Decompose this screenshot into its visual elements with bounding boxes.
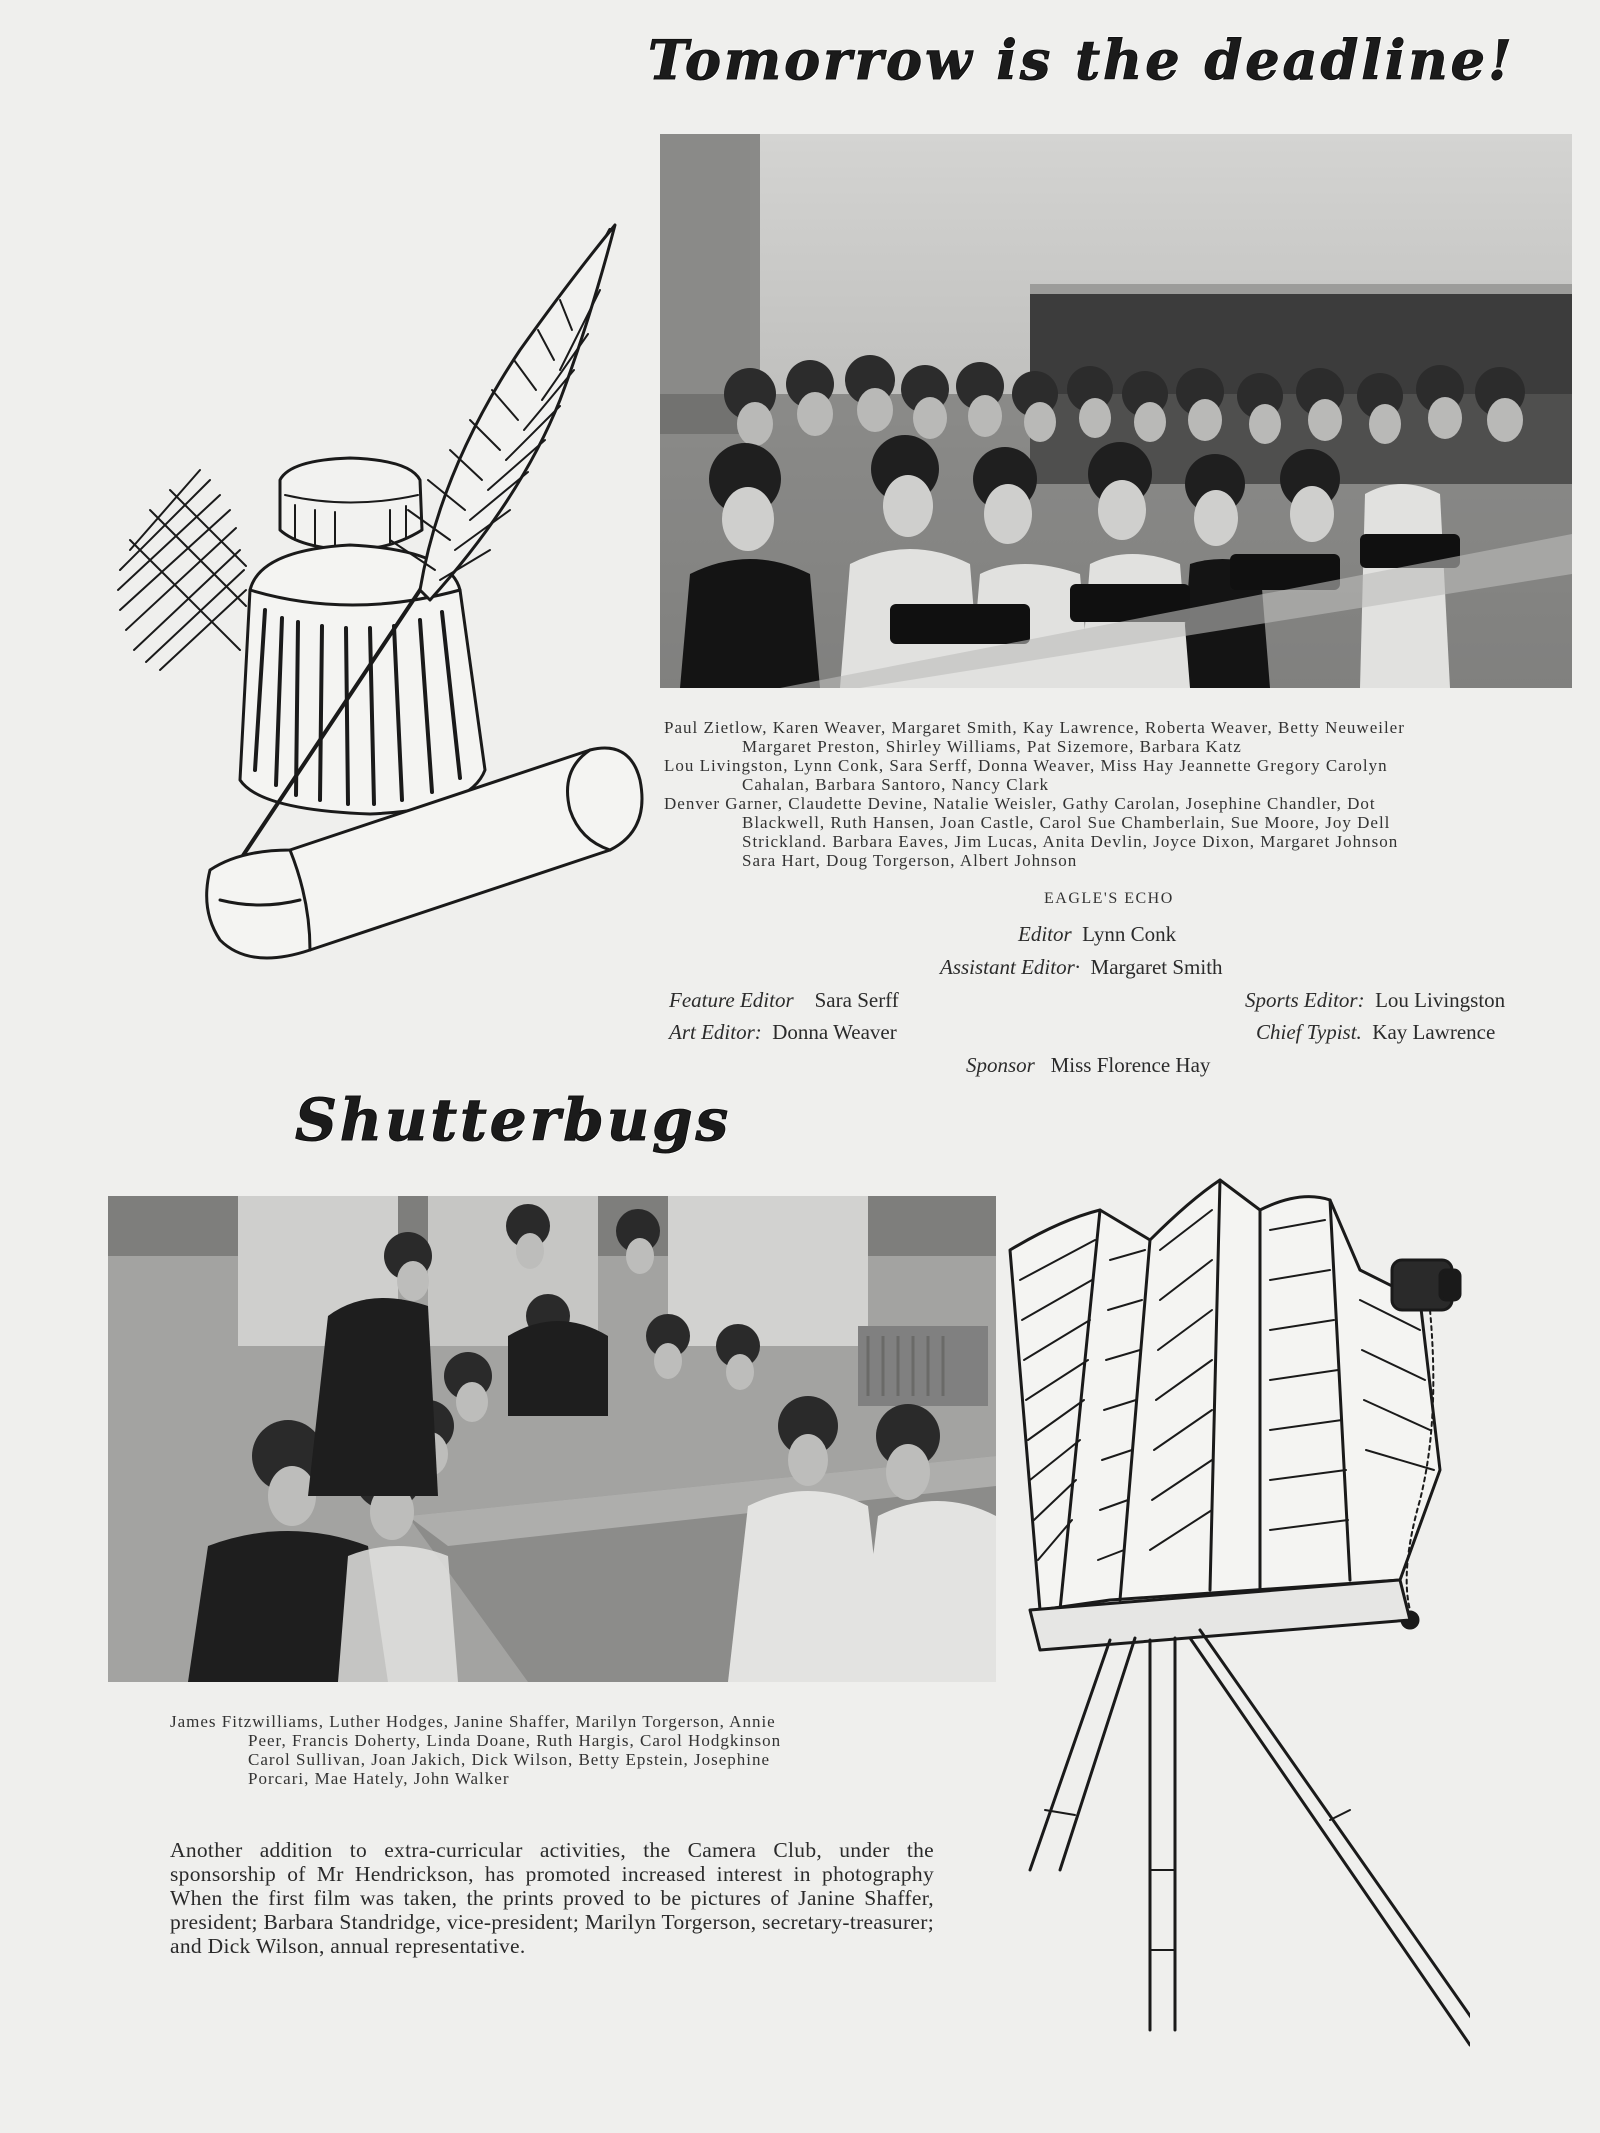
bleed-through-text <box>112 1090 123 1141</box>
staff-role: Feature Editor <box>669 988 794 1012</box>
camera-club-paragraph: Another addition to extra-curricular activities, the Camera Club, under the sponsorship of Mr Hendrickson, has promoted increased interest in photography When the first film was taken, the prints proved to be pictures of Janine Shaffer, president; Barbara Standridge, vice-president; Marilyn Torgerson, secretary-treasurer; and Dick Wilson, annual representative. <box>170 1838 934 1958</box>
camera-photo-scene <box>108 1196 996 1682</box>
staff-name: Margaret Smith <box>1090 955 1223 979</box>
staff-name: Miss Florence Hay <box>1050 1053 1211 1077</box>
caption-line: Margaret Preston, Shirley Williams, Pat Sizemore, Barbara Katz <box>742 737 1242 756</box>
caption-line: Paul Zietlow, Karen Weaver, Margaret Smith, Kay Lawrence, Roberta Weaver, Betty Neuweiler <box>664 718 1405 737</box>
staff-name: Lynn Conk <box>1082 922 1177 946</box>
newspaper-staff-photo <box>660 134 1572 688</box>
staff-role: Sports Editor: <box>1245 988 1365 1012</box>
staff-name: Donna Weaver <box>772 1020 897 1044</box>
staff-chief-typist <box>1256 1020 1495 1045</box>
caption-line: Carol Sullivan, Joan Jakich, Dick Wilson, Betty Epstein, Josephine <box>248 1750 771 1769</box>
caption-line: Lou Livingston, Lynn Conk, Sara Serff, Donna Weaver, Miss Hay Jeannette Gregory Carolyn <box>664 756 1388 775</box>
staff-sponsor <box>966 1053 1210 1078</box>
staff-name: Sara Serff <box>814 988 899 1012</box>
staff-role: Sponsor <box>966 1053 1035 1077</box>
headline-shutterbugs: Shutterbugs <box>295 1086 732 1154</box>
caption-line: Blackwell, Ruth Hansen, Joan Castle, Carol Sue Chamberlain, Sue Moore, Joy Dell <box>742 813 1391 832</box>
caption-line: Denver Garner, Claudette Devine, Natalie Weisler, Gathy Carolan, Josephine Chandler, Dot <box>664 794 1376 813</box>
staff-art-editor <box>669 1020 897 1045</box>
headline-deadline: Tomorrow is the deadline! <box>648 28 1515 92</box>
staff-role: Editor <box>1018 922 1072 946</box>
caption-line: James Fitzwilliams, Luther Hodges, Janine Shaffer, Marilyn Torgerson, Annie <box>170 1712 776 1731</box>
staff-title: EAGLE'S ECHO <box>1044 890 1174 907</box>
staff-name: Lou Livingston <box>1375 988 1506 1012</box>
ink-bottle-quill-illustration <box>90 210 650 970</box>
caption-line: Strickland. Barbara Eaves, Jim Lucas, Anita Devlin, Joyce Dixon, Margaret Johnson <box>742 832 1399 851</box>
caption-line: Peer, Francis Doherty, Linda Doane, Ruth Hargis, Carol Hodgkinson <box>248 1731 782 1750</box>
camera-club-caption <box>170 1712 936 1788</box>
staff-feature-editor <box>669 988 899 1013</box>
caption-line: Sara Hart, Doug Torgerson, Albert Johnson <box>742 851 1078 870</box>
staff-role: Assistant Editor· <box>940 955 1081 979</box>
camera-club-photo <box>108 1196 996 1682</box>
staff-name: Kay Lawrence <box>1372 1020 1496 1044</box>
newspaper-staff-caption <box>664 718 1574 870</box>
staff-role: Art Editor: <box>669 1020 762 1044</box>
caption-line: Porcari, Mae Hately, John Walker <box>248 1769 510 1788</box>
caption-line: Cahalan, Barbara Santoro, Nancy Clark <box>742 775 1050 794</box>
staff-editor <box>1018 922 1176 947</box>
staff-assistant-editor <box>940 955 1223 980</box>
newspaper-photo-scene <box>660 134 1572 688</box>
staff-sports-editor <box>1245 988 1505 1013</box>
bellows-camera-tripod-illustration <box>1000 1170 1470 2050</box>
hatch-shadow <box>118 470 246 670</box>
staff-role: Chief Typist. <box>1256 1020 1362 1044</box>
